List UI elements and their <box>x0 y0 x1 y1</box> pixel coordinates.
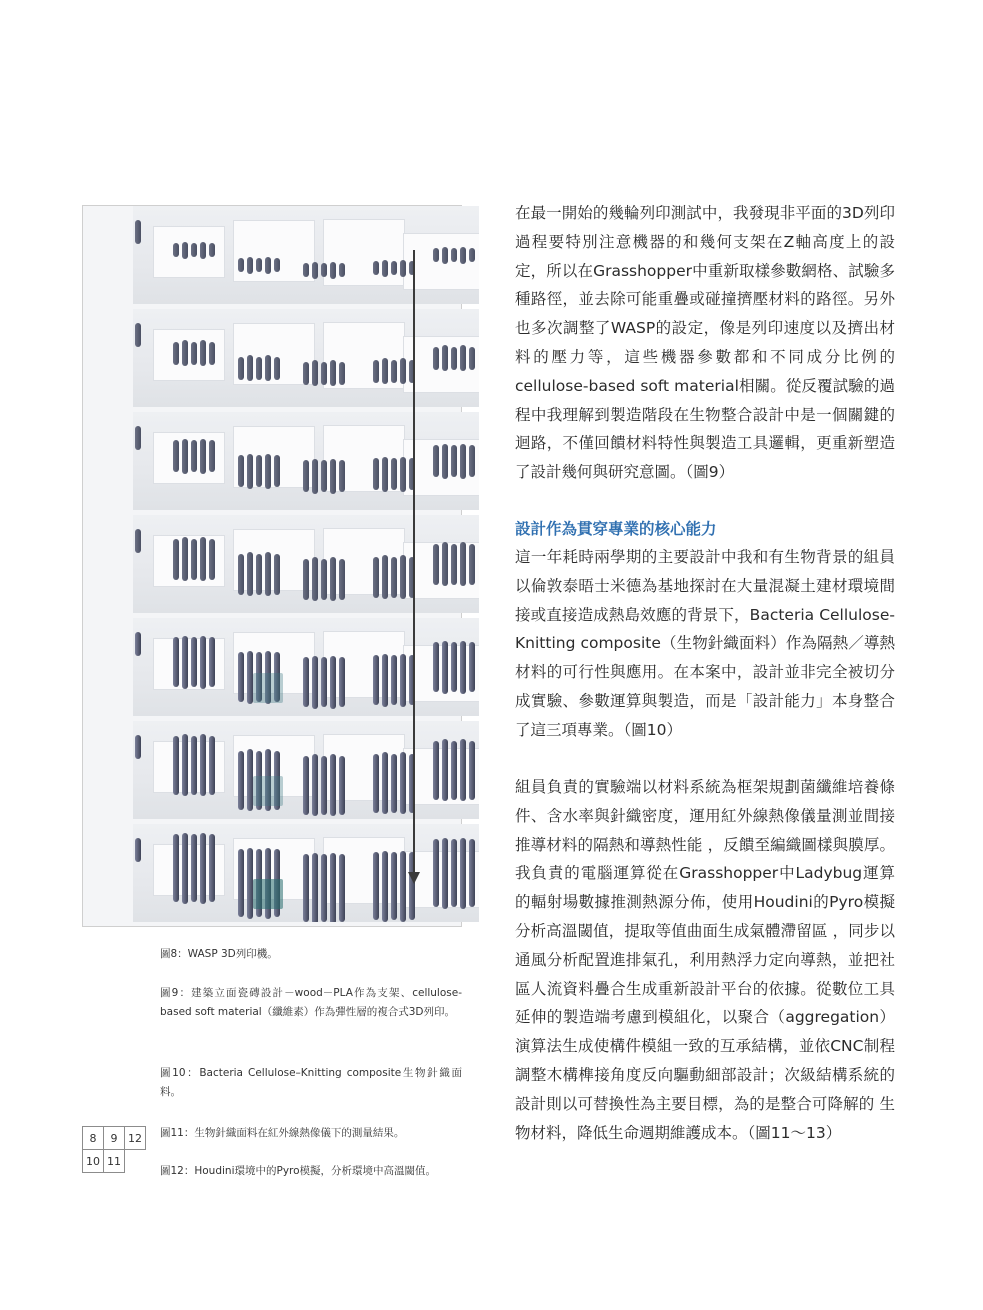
print-photo-strip <box>133 206 479 304</box>
caption-fig11: 圖11：生物針織面料在紅外線熱像儀下的測量結果。 <box>160 1127 405 1139</box>
index-cell: 11 <box>104 1150 125 1173</box>
caption-fig10: 圖10：Bacteria Cellulose–Knitting composite生物針織面料。 <box>160 1067 462 1098</box>
arrow-head-icon <box>408 872 420 884</box>
print-photo-strip <box>133 515 479 613</box>
print-photo-strip <box>133 721 479 819</box>
body-paragraph-1: 在最一開始的幾輪列印測試中，我發現非平面的3D列印過程要特別注意機器的和幾何支架在Z軸高度上的設定，所以在Grasshopper中重新取樣參數網格、試驗多種路徑，並去除可能重疊或碰撞擠壓材料的路徑。另外也多次調整了WASP的設定，像是列印速度以及擠出材料的壓力等，這些機器參數都和不同成分比例的cellulose-based soft material相關。從反覆試驗的過程中我理解到製造階段在生物整合設計中是一個關鍵的迴路，不僅回饋材料特性與製造工具邏輯，更重新塑造了設計幾何與研究意圖。（圖9） <box>515 204 895 482</box>
section-heading: 設計作為貫穿專業的核心能力 <box>515 520 717 538</box>
index-cell: 10 <box>83 1150 104 1173</box>
caption-fig9: 圖9：建築立面瓷磚設計－wood－PLA作為支架、cellulose-based soft material（纖維素）作為彈性層的複合式3D列印。 <box>160 987 462 1018</box>
index-cell: 8 <box>83 1127 104 1150</box>
caption-fig8: 圖8：WASP 3D列印機。 <box>160 948 278 960</box>
caption-fig12: 圖12：Houdini環境中的Pyro模擬，分析環境中高溫閾值。 <box>160 1165 437 1177</box>
print-photo-strip <box>133 618 479 716</box>
photo-strip-column <box>133 206 479 926</box>
print-photo-strip <box>133 824 479 922</box>
body-paragraph-3: 組員負責的實驗端以材料系統為框架規劃菌纖維培養條件、含水率與針織密度，運用紅外線熱像儀量測並間接推導材料的隔熱和導熱性能 ，反饋至編織圖樣與膜厚。我負責的電腦運算從在Grasshopper中Ladybug運算的輻射場數據推測熱源分佈，使用Houdini的Pyro模擬分析高溫閾值，提取等值曲面生成氣體滯留區 ，同步以通風分析配置進排氣孔，利用熱浮力定向導熱，並把社區人流資料疊合生成重新設計平台的依據。從數位工具延伸的製造端考慮到模組化，以聚合（aggregation）演算法生成使構件模組一致的互承結構，並依CNC制程調整木構榫接角度反向驅動細部設計；次級結構系統的設計則以可替換性為主要目標，為的是整合可降解的 生物材料，降低生命週期維護成本。（圖11～13） <box>515 778 895 1142</box>
index-cell: 9 <box>104 1127 125 1150</box>
figure-print-sequence <box>82 205 462 927</box>
index-cell-empty <box>125 1150 146 1173</box>
print-photo-strip <box>133 309 479 407</box>
down-arrow-icon <box>413 250 415 875</box>
body-paragraph-2: 這一年耗時兩學期的主要設計中我和有生物背景的組員以倫敦泰晤士米德為基地探討在大量混凝土建材環境間接或直接造成熱島效應的背景下，Bacteria Cellulose-Knitting composite（生物針織面料）作為隔熱／導熱材料的可行性與應用。在本案中，設計並非完全被切分成實驗、參數運算與製造，而是「設計能力」本身整合了這三項專業。（圖10） <box>515 548 895 739</box>
index-cell: 12 <box>125 1127 146 1150</box>
print-photo-strip <box>133 412 479 510</box>
figure-index-grid <box>82 1126 146 1173</box>
